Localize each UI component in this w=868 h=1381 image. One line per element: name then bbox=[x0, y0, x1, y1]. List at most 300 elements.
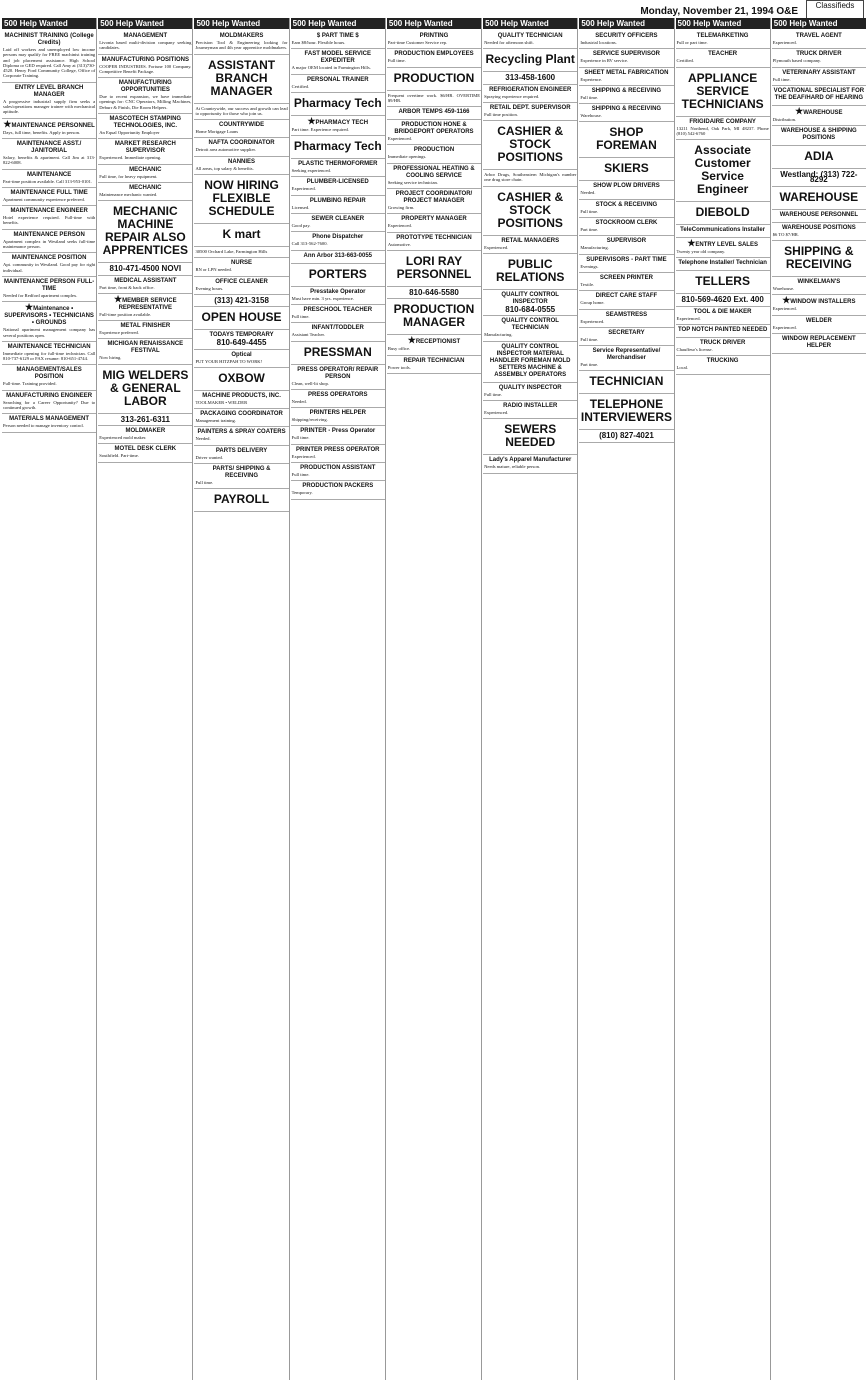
classified-ad bbox=[387, 214, 481, 232]
classified-ad bbox=[291, 463, 385, 481]
classified-ad bbox=[194, 350, 288, 368]
ad-title: TOOL & DIE MAKER bbox=[693, 308, 752, 315]
ad-body: Group home. bbox=[580, 300, 605, 306]
classified-ad bbox=[579, 394, 673, 430]
ad-body: Growing firm. bbox=[387, 205, 415, 211]
ad-body: Evenings. bbox=[580, 263, 599, 269]
classified-ad bbox=[194, 224, 288, 247]
classified-ad bbox=[772, 146, 866, 169]
ad-title: WINDOW REPLACEMENT HELPER bbox=[782, 335, 856, 349]
ad-title: DIEBOLD bbox=[695, 205, 750, 220]
classified-ad bbox=[98, 78, 192, 114]
ad-body: Full time, for heavy equipment. bbox=[99, 173, 158, 179]
classified-ad bbox=[387, 164, 481, 189]
ad-body: Experienced mold maker. bbox=[99, 435, 147, 441]
ad-body: Apartment community experience preferred. bbox=[3, 196, 85, 202]
ad-body: 13211 Northend, Oak Park, MI 48237. Phone (810) 542-6760 bbox=[676, 125, 769, 136]
classified-ad bbox=[98, 139, 192, 164]
classified-ad bbox=[483, 236, 577, 254]
classified-ad bbox=[387, 31, 481, 49]
ad-title: TOP NOTCH PAINTED NEEDED bbox=[677, 327, 768, 334]
ad-title: SUPERVISORS - PART TIME bbox=[586, 256, 667, 263]
ad-body: Experienced. bbox=[772, 40, 797, 45]
classified-ad bbox=[2, 83, 96, 119]
column-2 bbox=[98, 18, 193, 1380]
ad-title: CASHIER & STOCK POSITIONS bbox=[497, 124, 564, 165]
ad-title: ★ WAREHOUSE bbox=[773, 108, 865, 117]
ad-body: Seeking experienced. bbox=[291, 168, 331, 174]
ad-title: ★ ENTRY LEVEL SALES bbox=[677, 240, 769, 249]
section-header: 500 Help Wanted bbox=[291, 18, 385, 29]
ad-body: Full time. bbox=[580, 208, 599, 214]
classified-ad bbox=[98, 414, 192, 426]
ad-body: Call 313-562-7600. bbox=[291, 241, 328, 247]
ad-body: Full time. bbox=[484, 391, 502, 397]
classified-ad bbox=[194, 247, 288, 258]
ad-body: Due to recent expansion, we have immediate openings for: CNC Operators, Milling Machines, Deburr & Finish, Die Room Helpers. bbox=[99, 94, 192, 110]
classified-ad bbox=[483, 342, 577, 383]
classified-ad bbox=[98, 339, 192, 364]
ad-title: WAREHOUSE POSITIONS bbox=[782, 224, 856, 231]
column-4 bbox=[291, 18, 386, 1380]
ad-body: Plymouth based company. bbox=[772, 58, 822, 64]
section-header: 500 Help Wanted bbox=[676, 18, 770, 29]
ad-body: Full time. bbox=[772, 76, 791, 82]
ad-title: ★ WINDOW INSTALLERS bbox=[773, 297, 865, 306]
classified-ad bbox=[2, 365, 96, 390]
ad-title: SHIPPING & RECEIVING bbox=[591, 106, 662, 113]
classified-ad bbox=[772, 277, 866, 295]
ad-title: DIRECT CARE STAFF bbox=[595, 293, 658, 300]
ad-title: OXBOW bbox=[218, 370, 265, 385]
classified-ad bbox=[579, 181, 673, 199]
ad-body: Salary, benefits & apartment. Call Jim at 313-822-6008. bbox=[3, 154, 96, 166]
ad-body: $6 TO $7/HR. bbox=[772, 231, 799, 237]
ad-title: MANUFACTURING ENGINEER bbox=[6, 392, 93, 399]
ad-title: WAREHOUSE & SHIPPING POSITIONS bbox=[781, 128, 857, 142]
classified-ad bbox=[291, 159, 385, 177]
ad-title: TeleCommunications Installer bbox=[680, 227, 766, 234]
ad-body: COOPER INDUSTRIES. Fortune 100 Company. Competitive Benefit Package. bbox=[99, 63, 192, 74]
ad-body: Experience preferred. bbox=[99, 330, 140, 336]
ad-title: Phone Dispatcher bbox=[312, 234, 364, 241]
ad-body: Part-time position available. Call 313-953-0101. bbox=[3, 178, 93, 184]
ad-body: Driver wanted. bbox=[195, 454, 223, 460]
classified-ad bbox=[387, 299, 481, 335]
ad-title: MASCOTECH STAMPING TECHNOLOGIES, INC. bbox=[109, 116, 182, 130]
ad-title: PRODUCTION HONE & BRIDGEPORT OPERATORS bbox=[394, 122, 474, 136]
ad-title: VETERINARY ASSISTANT bbox=[782, 69, 856, 76]
ad-body: Warehouse. bbox=[580, 113, 602, 119]
ad-title: Pharmacy Tech bbox=[293, 139, 382, 154]
classified-ad bbox=[483, 254, 577, 290]
classified-ad bbox=[194, 307, 288, 330]
classified-ad bbox=[194, 427, 288, 445]
classified-ad bbox=[291, 264, 385, 287]
classified-ad bbox=[387, 287, 481, 299]
ad-title: Lady's Apparel Manufacturer bbox=[489, 457, 572, 464]
ad-phone: 810-646-5580 bbox=[409, 287, 459, 297]
ad-title: MIG WELDERS & GENERAL LABOR bbox=[102, 367, 189, 408]
classified-ad bbox=[676, 238, 770, 258]
classified-ad bbox=[291, 287, 385, 305]
classified-ad bbox=[772, 126, 866, 146]
ad-phone: 313-261-6311 bbox=[120, 414, 171, 424]
classified-ad bbox=[579, 255, 673, 273]
column-6 bbox=[483, 18, 578, 1380]
ad-body: PUT YOUR HITZPAH TO WORK! bbox=[195, 358, 263, 364]
ad-body: Experienced. bbox=[387, 223, 412, 229]
classified-ad bbox=[291, 251, 385, 264]
ad-title: PLASTIC THERMOFORMER bbox=[298, 161, 378, 168]
ad-title: TRUCK DRIVER bbox=[699, 340, 746, 347]
ad-body: Frequent overtime work. $6/HR. OVERTIME $9/HR. bbox=[387, 92, 481, 103]
ad-body: Part time. Experience required. bbox=[291, 126, 349, 132]
classified-ad bbox=[194, 409, 288, 427]
ad-title: PARTS/ SHIPPING & RECEIVING bbox=[212, 466, 271, 480]
classified-ad bbox=[483, 31, 577, 49]
classified-ad bbox=[579, 291, 673, 309]
ad-title: Pharmacy Tech bbox=[293, 95, 382, 110]
ad-body: Experienced. bbox=[772, 306, 797, 312]
classified-ad bbox=[194, 391, 288, 409]
ad-body: Management training. bbox=[195, 418, 237, 424]
classified-ad bbox=[579, 310, 673, 328]
classified-ad bbox=[676, 258, 770, 271]
classified-ad bbox=[2, 170, 96, 188]
ad-title: PROFESSIONAL HEATING & COOLING SERVICE bbox=[393, 165, 475, 179]
ad-title: QUALITY INSPECTOR bbox=[498, 384, 562, 391]
classified-ad bbox=[291, 116, 385, 136]
ad-title: PARTS DELIVERY bbox=[215, 447, 268, 454]
ad-body: Searching for a Career Opportunity? Due to continued growth. bbox=[3, 399, 96, 411]
ad-title: FAST MODEL SERVICE EXPEDITER bbox=[304, 51, 371, 65]
classified-ad bbox=[483, 72, 577, 84]
ad-body: Livonia based multi-division company seeking candidates. bbox=[99, 40, 192, 51]
ad-title: PERSONAL TRAINER bbox=[306, 76, 369, 83]
ad-title: MANAGEMENT/SALES POSITION bbox=[16, 367, 82, 381]
classified-ad bbox=[772, 334, 866, 354]
classified-ad bbox=[194, 489, 288, 512]
ad-title: SCREEN PRINTER bbox=[599, 274, 653, 281]
ad-body: Needed. bbox=[291, 398, 307, 404]
ad-body: Distribution. bbox=[772, 116, 797, 122]
classified-ad bbox=[98, 444, 192, 462]
section-header: 500 Help Wanted bbox=[2, 18, 96, 29]
ad-title: TELLERS bbox=[695, 274, 750, 289]
classified-ad bbox=[676, 338, 770, 356]
ad-title: SHOW PLOW DRIVERS bbox=[593, 183, 660, 190]
ad-title: QUALITY CONTROL TECHNICIAN bbox=[501, 318, 559, 332]
classified-ad bbox=[772, 49, 866, 67]
ad-title: ENTRY LEVEL BRANCH MANAGER bbox=[14, 84, 84, 98]
ad-title: REPAIR TECHNICIAN bbox=[403, 357, 465, 364]
classified-ad bbox=[194, 464, 288, 489]
classified-ad bbox=[2, 342, 96, 366]
classified-ad bbox=[291, 136, 385, 159]
ad-body: Needed for Redford apartment complex. bbox=[3, 292, 78, 298]
ad-body: Experienced. bbox=[291, 186, 316, 192]
classified-ad bbox=[579, 218, 673, 236]
ad-body: Experienced. bbox=[676, 315, 701, 321]
ad-title: MAINTENANCE PERSON FULL-TIME bbox=[3, 278, 95, 292]
ad-phone: 313-458-1600 bbox=[505, 73, 556, 83]
classified-ad bbox=[2, 230, 96, 254]
classified-ad bbox=[579, 86, 673, 104]
classified-ad bbox=[676, 356, 770, 374]
ad-body: Full or part time. bbox=[676, 40, 708, 45]
ad-body: Maintenance mechanic wanted. bbox=[99, 191, 158, 197]
ad-body: National apartment management company has several positions open. bbox=[3, 327, 96, 338]
ad-title: TRAVEL AGENT bbox=[795, 33, 842, 39]
classified-ad bbox=[291, 49, 385, 74]
ad-title: MANAGEMENT bbox=[123, 33, 168, 39]
ad-body: Licensed. bbox=[291, 204, 310, 210]
classified-ad bbox=[676, 225, 770, 238]
ad-title: PAYROLL bbox=[213, 492, 270, 507]
ad-body: Full time. bbox=[195, 480, 214, 486]
classified-ad bbox=[291, 196, 385, 214]
column-8 bbox=[676, 18, 771, 1380]
classified-ad bbox=[2, 119, 96, 139]
ad-title: Optical bbox=[231, 351, 252, 358]
ad-body: Home Mortgage Loans bbox=[195, 129, 239, 135]
ad-title: WAREHOUSE PERSONNEL bbox=[779, 211, 859, 218]
ad-body: An Equal Opportunity Employer bbox=[99, 130, 160, 136]
classified-ad bbox=[194, 31, 288, 55]
classified-ad bbox=[291, 426, 385, 444]
classified-ad bbox=[98, 263, 192, 275]
classified-ad bbox=[483, 455, 577, 473]
ad-title: WINKELMAN'S bbox=[797, 279, 841, 286]
classified-ad bbox=[483, 85, 577, 103]
ad-title: MATERIALS MANAGEMENT bbox=[9, 416, 90, 423]
ad-title: MECHANIC bbox=[129, 166, 162, 173]
classified-ad bbox=[676, 294, 770, 306]
ad-title: TRUCK DRIVER bbox=[796, 51, 842, 58]
classified-ad bbox=[772, 86, 866, 106]
ad-body: Industrial locations. bbox=[580, 40, 617, 45]
classified-ad bbox=[579, 104, 673, 122]
ad-title: COUNTRYWIDE bbox=[218, 122, 265, 129]
classified-ad bbox=[772, 31, 866, 49]
ad-title: SHOP FOREMAN bbox=[596, 125, 657, 153]
ad-body: Clean, well-lit shop. bbox=[291, 380, 329, 386]
ad-body: Experienced. bbox=[772, 324, 797, 330]
classified-ad bbox=[98, 183, 192, 201]
ad-title: SEWERS NEEDED bbox=[504, 422, 557, 450]
ad-title: PRINTER - Press Operator bbox=[300, 428, 376, 435]
ad-phone: 810-684-0555 bbox=[505, 305, 556, 315]
classified-ad bbox=[194, 295, 288, 307]
ad-body: Twenty year old company. bbox=[676, 249, 726, 255]
ad-body: Chauffeur's license. bbox=[676, 347, 713, 353]
ad-body: Full-time. Training provided. bbox=[3, 381, 57, 387]
classified-ad bbox=[676, 307, 770, 325]
ad-title: ★ PHARMACY TECH bbox=[292, 118, 384, 127]
ad-phone: 810-471-4500 NOVI bbox=[109, 264, 182, 274]
classified-ad bbox=[2, 277, 96, 302]
ad-title: PRESSMAN bbox=[303, 344, 372, 359]
ad-title: PRINTER PRESS OPERATOR bbox=[296, 446, 380, 453]
ad-title: K mart bbox=[222, 227, 261, 242]
ad-body: Experienced. Immediate opening. bbox=[99, 155, 162, 161]
classified-ad bbox=[2, 139, 96, 170]
classified-ad bbox=[579, 122, 673, 158]
ad-title: TRUCKING bbox=[706, 358, 739, 365]
ad-title: PORTERS bbox=[308, 266, 367, 281]
ad-title: PLUMBING REPAIR bbox=[309, 197, 366, 204]
ad-body: Experience in RV service. bbox=[580, 58, 629, 64]
classified-ad bbox=[2, 31, 96, 83]
ad-title: SEWER CLEANER bbox=[311, 216, 365, 223]
classified-ad bbox=[483, 49, 577, 72]
classified-ad bbox=[194, 368, 288, 391]
ad-title: ★ MAINTENANCE PERSONNEL bbox=[3, 121, 95, 130]
ad-title: PRODUCTION bbox=[413, 147, 455, 154]
ad-title: PACKAGING COORDINATOR bbox=[200, 411, 283, 418]
ad-body: Good pay. bbox=[291, 223, 311, 229]
ad-body: All areas, top salary & benefits. bbox=[195, 165, 254, 171]
ad-title: MAINTENANCE POSITION bbox=[11, 255, 87, 262]
classified-ad bbox=[2, 414, 96, 432]
ad-title: ADIA bbox=[804, 149, 834, 164]
classified-ad bbox=[291, 177, 385, 195]
classified-ad bbox=[579, 31, 673, 49]
ad-body: Now hiring. bbox=[99, 355, 122, 361]
ad-body: Detroit area automotive supplier. bbox=[195, 147, 256, 153]
ad-phone: 810-569-4620 Ext. 400 bbox=[681, 295, 764, 305]
classified-ad bbox=[579, 371, 673, 394]
classified-ad bbox=[483, 419, 577, 455]
classified-ad bbox=[772, 210, 866, 223]
ad-title: REFRIGERATION ENGINEER bbox=[489, 86, 572, 93]
classified-ad bbox=[194, 138, 288, 156]
section-header: 500 Help Wanted bbox=[579, 18, 673, 29]
classified-ad bbox=[579, 49, 673, 67]
ad-title: Associate Customer Service Engineer bbox=[694, 143, 751, 197]
ad-title: SKIERS bbox=[604, 161, 649, 176]
column-7 bbox=[579, 18, 674, 1380]
ad-phone: Westland: (313) 722-8292 bbox=[780, 170, 858, 185]
classified-ad bbox=[483, 187, 577, 236]
classified-ad bbox=[579, 68, 673, 86]
ad-title: MECHANIC MACHINE REPAIR ALSO APPRENTICES bbox=[102, 204, 188, 258]
section-header: 500 Help Wanted bbox=[98, 18, 192, 29]
ad-body: Manufacturing. bbox=[580, 245, 609, 251]
ad-title: MAINTENANCE bbox=[26, 171, 72, 178]
ad-body: Days, full time, benefits. Apply in person. bbox=[3, 129, 81, 135]
classified-ad bbox=[772, 106, 866, 126]
classified-ad bbox=[194, 175, 288, 224]
ad-body: Full time. bbox=[291, 435, 310, 441]
classified-ad bbox=[194, 258, 288, 276]
ad-title: PRODUCTION ASSISTANT bbox=[300, 465, 376, 472]
ad-body: Laid off workers and unemployed low income persons may qualify for FREE machinist training and job placement assistance. High School Diploma or GED required. Call Amy at (313)730-4520. Henry Ford Community College, Office of Corporate Training. bbox=[3, 47, 96, 79]
ad-body: Needed. bbox=[580, 190, 596, 196]
ad-title: FRIGIDAIRE COMPANY bbox=[689, 118, 756, 125]
ad-body: Arbor Drugs, Southeastern Michigan's number one drug store chain. bbox=[484, 172, 577, 183]
ad-title: MACHINIST TRAINING (College Credits) bbox=[4, 33, 94, 46]
ad-title: MARKET RESEARCH SUPERVISOR bbox=[114, 141, 176, 155]
ad-title: ★ RECEPTIONIST bbox=[388, 337, 480, 346]
ad-title: RETAIL DEPT. SUPERVISOR bbox=[489, 104, 571, 111]
classified-ad bbox=[98, 31, 192, 55]
ad-title: MANUFACTURING POSITIONS bbox=[101, 56, 189, 63]
classified-ad bbox=[676, 325, 770, 338]
ad-title: LORI RAY PERSONNEL bbox=[396, 253, 472, 281]
classified-ad bbox=[579, 158, 673, 181]
classified-ad bbox=[387, 356, 481, 374]
ad-title: Telephone Installer/ Technician bbox=[678, 260, 767, 267]
classified-ad bbox=[579, 273, 673, 291]
ad-title: MOLDMAKER bbox=[125, 428, 166, 435]
ad-title: MANUFACTURING OPPORTUNITIES bbox=[118, 80, 172, 94]
ad-body: Textile. bbox=[580, 281, 595, 287]
classified-ad bbox=[194, 277, 288, 295]
classified-ad bbox=[676, 117, 770, 141]
classified-ad bbox=[676, 271, 770, 294]
classified-ad bbox=[387, 189, 481, 214]
ad-body: Immediate openings. bbox=[387, 154, 427, 160]
ad-body: Precision Tool & Engineering looking for Journeyman and 4th year apprentice moldmakers. bbox=[195, 40, 288, 51]
classified-ad bbox=[2, 391, 96, 415]
ad-title: Ann Arbor 313-663-0055 bbox=[303, 252, 372, 259]
ad-title: TODAYS TEMPORARY bbox=[209, 332, 274, 339]
ad-body: RN or LPN needed. bbox=[195, 267, 232, 273]
ad-title: SERVICE SUPERVISOR bbox=[592, 51, 660, 58]
classified-ad bbox=[387, 107, 481, 120]
ad-title: PROPERTY MANAGER bbox=[401, 216, 467, 223]
ad-body: Apt. community in Westland. Good pay for right individual. bbox=[3, 262, 96, 273]
classified-ad bbox=[579, 346, 673, 371]
ad-title: PROTOTYPE TECHNICIAN bbox=[396, 234, 472, 241]
ad-body: Part time. bbox=[580, 362, 599, 368]
classified-ad bbox=[98, 426, 192, 444]
ad-body: Apartment complex in Westland seeks full-time maintenance person. bbox=[3, 238, 96, 250]
ad-title: MEDICAL ASSISTANT bbox=[114, 277, 177, 284]
ad-body: A progressive industrial supply firm seeks a sales/operations manager trainee with mechanical aptitude. bbox=[3, 98, 96, 115]
classified-ad bbox=[772, 241, 866, 277]
ad-title: TEACHER bbox=[708, 51, 738, 58]
section-header: 500 Help Wanted bbox=[772, 18, 866, 29]
ad-title: QUALITY TECHNICIAN bbox=[497, 33, 563, 39]
ad-body: Shipping/receiving. bbox=[291, 417, 328, 423]
classified-ad bbox=[291, 342, 385, 365]
ad-title: PRESS OPERATORS bbox=[308, 391, 368, 398]
classified-ad bbox=[387, 233, 481, 251]
classified-ad bbox=[98, 201, 192, 263]
ad-body: Must have min. 3 yrs. experience. bbox=[291, 295, 354, 301]
ad-body: Person needed to manage inventory control. bbox=[3, 423, 84, 429]
classified-ad bbox=[387, 68, 481, 91]
ad-title: WELDER bbox=[805, 317, 832, 324]
ad-title: PLUMBER-LICENSED bbox=[306, 179, 369, 186]
classified-ad bbox=[387, 120, 481, 145]
classified-ad bbox=[291, 445, 385, 463]
ad-body: Automotive. bbox=[387, 241, 411, 247]
ad-title: SECRETARY bbox=[608, 329, 645, 336]
ad-body: Hotel experience required. Full-time with benefits. bbox=[3, 215, 96, 226]
ad-body: Temporary. bbox=[291, 490, 313, 496]
ad-title: ★ MEMBER SERVICE REPRESENTATIVE bbox=[99, 296, 191, 312]
classified-ad bbox=[194, 104, 288, 121]
classified-ad bbox=[387, 251, 481, 287]
ad-title: Service Representative/ Merchandiser bbox=[592, 348, 661, 362]
ad-body: Experience. bbox=[580, 76, 603, 82]
classified-ad bbox=[291, 305, 385, 323]
classified-ad bbox=[387, 91, 481, 108]
